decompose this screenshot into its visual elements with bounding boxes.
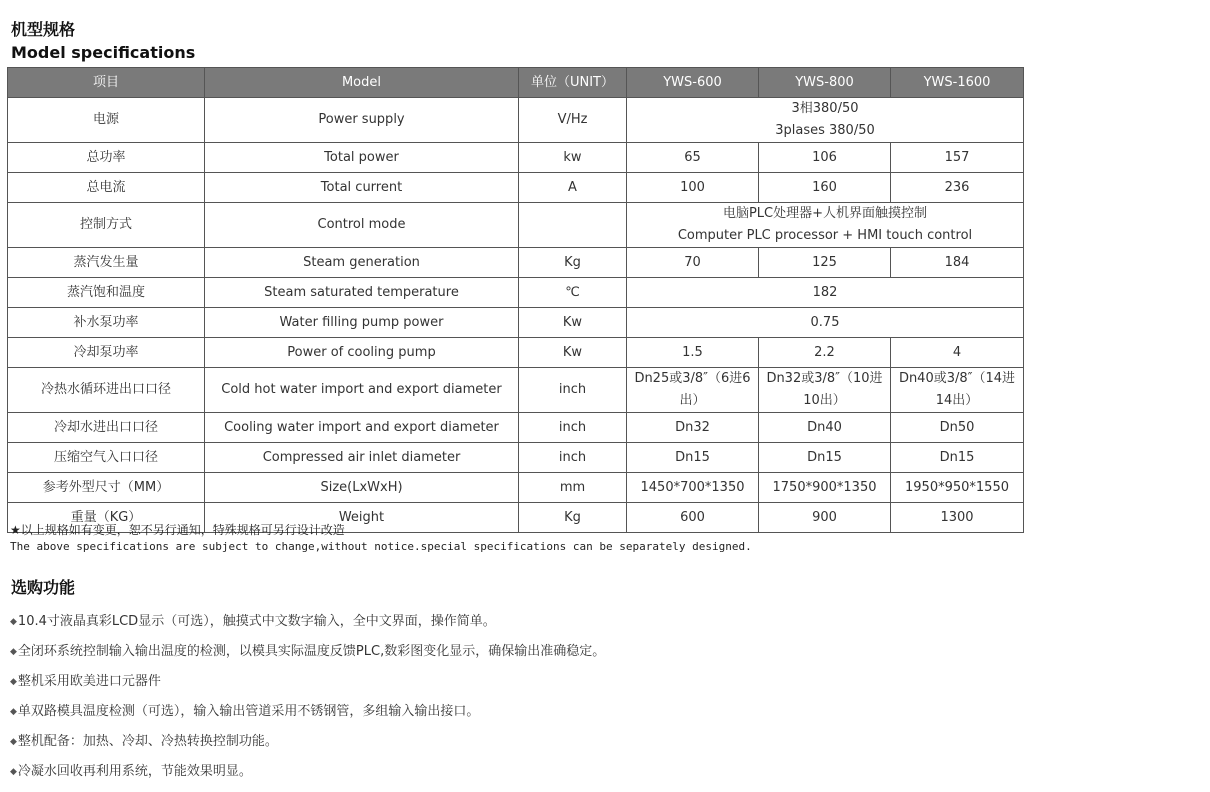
table-row bbox=[8, 443, 1024, 473]
list-item-text: 冷凝水回收再利用系统，节能效果明显。 bbox=[17, 764, 252, 779]
row-label-cn: 蒸汽发生量 bbox=[8, 248, 205, 278]
row-unit: inch bbox=[519, 368, 627, 413]
merged-value-cell: 0.75 bbox=[627, 308, 1024, 338]
row-label-en: Weight bbox=[205, 503, 519, 533]
row-unit: kw bbox=[519, 143, 627, 173]
row-label-en: Power of cooling pump bbox=[205, 338, 519, 368]
row-unit: A bbox=[519, 173, 627, 203]
row-label-cn: 电源 bbox=[8, 98, 205, 143]
value-yws-800: Dn40 bbox=[759, 413, 891, 443]
value-yws-800: 160 bbox=[759, 173, 891, 203]
row-label-cn: 冷却水进出口口径 bbox=[8, 413, 205, 443]
row-unit: ℃ bbox=[519, 278, 627, 308]
value-yws-800: Dn15 bbox=[759, 443, 891, 473]
value-yws-600: 600 bbox=[627, 503, 759, 533]
table-row bbox=[8, 203, 1024, 248]
value-yws-1600: Dn50 bbox=[891, 413, 1024, 443]
row-unit: inch bbox=[519, 413, 627, 443]
list-item bbox=[10, 702, 605, 732]
list-item-text: 整机采用欧美进口元器件 bbox=[17, 674, 161, 689]
row-unit: mm bbox=[519, 473, 627, 503]
row-label-cn: 蒸汽饱和温度 bbox=[8, 278, 205, 308]
diamond-bullet-icon: ◆ bbox=[10, 617, 17, 627]
row-label-en: Total power bbox=[205, 143, 519, 173]
table-row bbox=[8, 98, 1024, 143]
value-yws-800: 2.2 bbox=[759, 338, 891, 368]
diamond-bullet-icon: ◆ bbox=[10, 647, 17, 657]
row-label-en: Water filling pump power bbox=[205, 308, 519, 338]
list-item bbox=[10, 672, 605, 702]
merged-value-line: 电脑PLC处理器+人机界面触摸控制 bbox=[722, 206, 928, 221]
table-row bbox=[8, 413, 1024, 443]
table-row bbox=[8, 473, 1024, 503]
row-unit: V/Hz bbox=[519, 98, 627, 143]
value-yws-800: 900 bbox=[759, 503, 891, 533]
list-item-text: 10.4寸液晶真彩LCD显示（可选），触摸式中文数字输入，全中文界面，操作简单。 bbox=[17, 614, 496, 629]
value-yws-1600: 1950*950*1550 bbox=[891, 473, 1024, 503]
merged-value-cell bbox=[627, 203, 1024, 248]
header-yws-1600: YWS-1600 bbox=[891, 68, 1024, 98]
header-model: Model bbox=[205, 68, 519, 98]
header-unit: 单位（UNIT） bbox=[519, 68, 627, 98]
row-label-en: Compressed air inlet diameter bbox=[205, 443, 519, 473]
row-label-en: Power supply bbox=[205, 98, 519, 143]
table-row bbox=[8, 368, 1024, 413]
table-row bbox=[8, 143, 1024, 173]
value-yws-600: Dn25或3/8″（6进6出） bbox=[627, 368, 759, 413]
row-label-en: Steam generation bbox=[205, 248, 519, 278]
optional-features-heading: 选购功能 bbox=[11, 578, 76, 597]
spec-note-cn: ★以上规格如有变更，恕不另行通知，特殊规格可另行设计改造 bbox=[10, 523, 345, 537]
row-label-en: Cold hot water import and export diameter bbox=[205, 368, 519, 413]
row-label-cn: 总电流 bbox=[8, 173, 205, 203]
value-yws-1600: 4 bbox=[891, 338, 1024, 368]
spec-note-en: The above specifications are subject to change,without notice.special specifications can be separately designed. bbox=[10, 540, 752, 553]
merged-value-line: 3plases 380/50 bbox=[775, 123, 875, 138]
row-unit: inch bbox=[519, 443, 627, 473]
value-yws-1600: 236 bbox=[891, 173, 1024, 203]
value-yws-600: Dn15 bbox=[627, 443, 759, 473]
header-item: 项目 bbox=[8, 68, 205, 98]
value-yws-1600: 184 bbox=[891, 248, 1024, 278]
row-label-en: Control mode bbox=[205, 203, 519, 248]
row-label-cn: 重量（KG） bbox=[8, 503, 205, 533]
row-unit bbox=[519, 203, 627, 248]
row-label-cn: 控制方式 bbox=[8, 203, 205, 248]
value-yws-600: 1450*700*1350 bbox=[627, 473, 759, 503]
header-yws-600: YWS-600 bbox=[627, 68, 759, 98]
diamond-bullet-icon: ◆ bbox=[10, 767, 17, 777]
table-row bbox=[8, 278, 1024, 308]
diamond-bullet-icon: ◆ bbox=[10, 737, 17, 747]
merged-value-cell: 182 bbox=[627, 278, 1024, 308]
value-yws-800: 106 bbox=[759, 143, 891, 173]
value-yws-1600: Dn40或3/8″（14进14出） bbox=[891, 368, 1024, 413]
diamond-bullet-icon: ◆ bbox=[10, 677, 17, 687]
section-title-en: Model specifications bbox=[11, 43, 196, 62]
list-item-text: 整机配备：加热、冷却、冷热转换控制功能。 bbox=[17, 734, 278, 749]
table-row bbox=[8, 308, 1024, 338]
row-label-cn: 总功率 bbox=[8, 143, 205, 173]
row-label-cn: 补水泵功率 bbox=[8, 308, 205, 338]
value-yws-800: 125 bbox=[759, 248, 891, 278]
value-yws-600: 70 bbox=[627, 248, 759, 278]
merged-value-line: 3相380/50 bbox=[791, 101, 859, 116]
diamond-bullet-icon: ◆ bbox=[10, 707, 17, 717]
list-item bbox=[10, 642, 605, 672]
merged-value-line: Computer PLC processor + HMI touch control bbox=[677, 228, 973, 243]
spec-table bbox=[7, 67, 1024, 533]
header-yws-800: YWS-800 bbox=[759, 68, 891, 98]
list-item-text: 单双路模具温度检测（可选），输入输出管道采用不锈钢管，多组输入输出接口。 bbox=[17, 704, 480, 719]
table-row bbox=[8, 173, 1024, 203]
value-yws-1600: 1300 bbox=[891, 503, 1024, 533]
row-label-cn: 冷却泵功率 bbox=[8, 338, 205, 368]
value-yws-600: Dn32 bbox=[627, 413, 759, 443]
row-label-cn: 压缩空气入口口径 bbox=[8, 443, 205, 473]
value-yws-600: 1.5 bbox=[627, 338, 759, 368]
table-row bbox=[8, 338, 1024, 368]
merged-value-cell bbox=[627, 98, 1024, 143]
row-unit: Kg bbox=[519, 248, 627, 278]
list-item bbox=[10, 612, 605, 642]
row-unit: Kg bbox=[519, 503, 627, 533]
row-unit: Kw bbox=[519, 338, 627, 368]
list-item-text: 全闭环系统控制输入输出温度的检测，以模具实际温度反馈PLC,数彩图变化显示，确保输出准确稳定。 bbox=[17, 644, 606, 659]
row-unit: Kw bbox=[519, 308, 627, 338]
value-yws-800: Dn32或3/8″（10进10出） bbox=[759, 368, 891, 413]
value-yws-600: 100 bbox=[627, 173, 759, 203]
table-row bbox=[8, 248, 1024, 278]
row-label-en: Cooling water import and export diameter bbox=[205, 413, 519, 443]
row-label-cn: 冷热水循环进出口口径 bbox=[8, 368, 205, 413]
row-label-en: Size(LxWxH) bbox=[205, 473, 519, 503]
optional-features-list bbox=[10, 612, 605, 792]
value-yws-600: 65 bbox=[627, 143, 759, 173]
table-header-row bbox=[8, 68, 1024, 98]
value-yws-1600: Dn15 bbox=[891, 443, 1024, 473]
section-title-cn: 机型规格 bbox=[11, 20, 76, 39]
list-item bbox=[10, 732, 605, 762]
row-label-cn: 参考外型尺寸（MM） bbox=[8, 473, 205, 503]
value-yws-1600: 157 bbox=[891, 143, 1024, 173]
row-label-en: Steam saturated temperature bbox=[205, 278, 519, 308]
row-label-en: Total current bbox=[205, 173, 519, 203]
value-yws-800: 1750*900*1350 bbox=[759, 473, 891, 503]
list-item bbox=[10, 762, 605, 792]
